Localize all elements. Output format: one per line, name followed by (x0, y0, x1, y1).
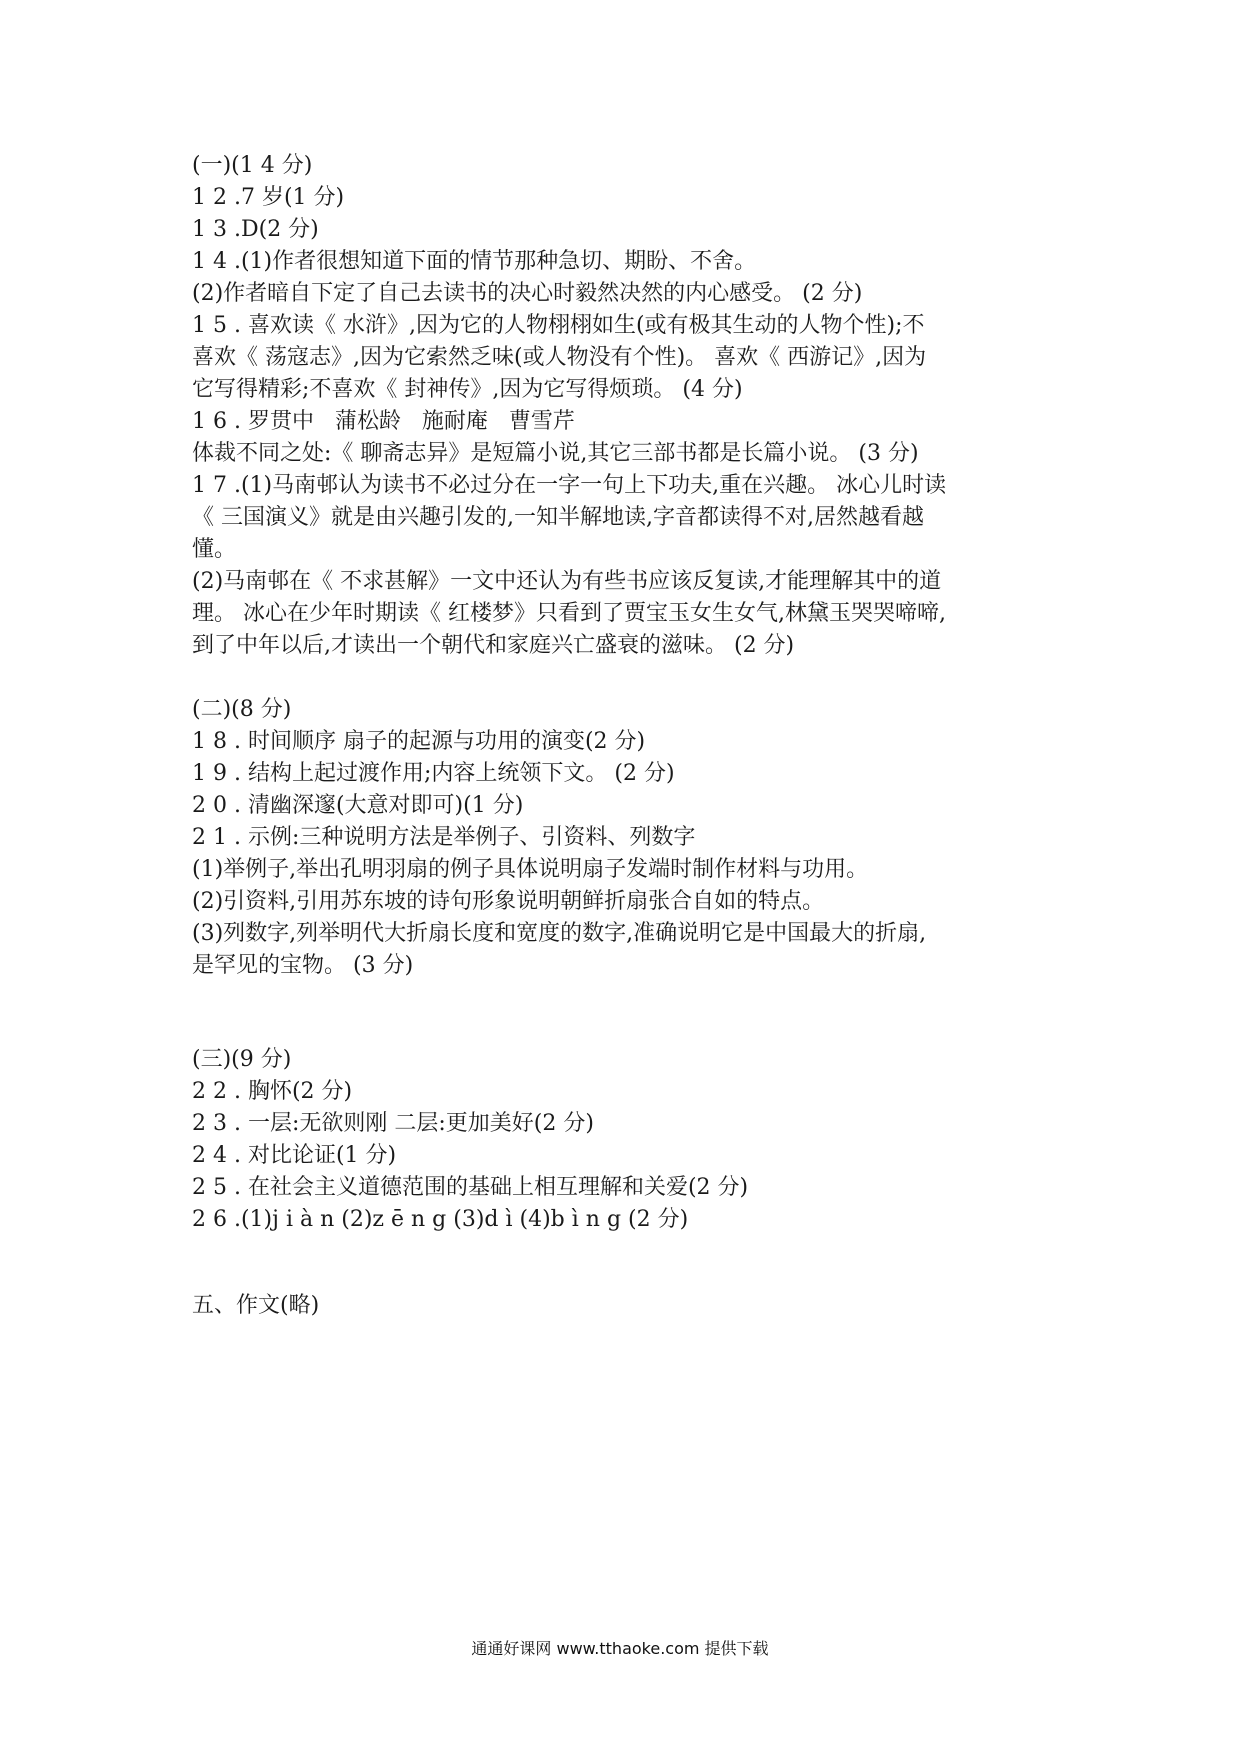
answer-line: 《 三国演义》就是由兴趣引发的,一知半解地读,字音都读得不对,居然越看越 (192, 505, 924, 530)
section-three (192, 1044, 1072, 1236)
answer-line: 到了中年以后,才读出一个朝代和家庭兴亡盛衰的滋味。 (2 分) (192, 633, 795, 658)
answer-line: 喜欢《 荡寇志》,因为它索然乏味(或人物没有个性)。 喜欢《 西游记》,因为 (192, 345, 927, 370)
answer-line: (2)马南邨在《 不求甚解》一文中还认为有些书应该反复读,才能理解其中的道 (192, 569, 942, 594)
answer-line: 它写得精彩;不喜欢《 封神传》,因为它写得烦琐。 (4 分) (192, 377, 743, 402)
answer-line: 1 8 . 时间顺序 扇子的起源与功用的演变(2 分) (192, 729, 646, 754)
answer-key-document (192, 150, 1072, 1322)
answer-line: 1 2 .7 岁(1 分) (192, 185, 345, 210)
answer-line: 2 3 . 一层:无欲则刚 二层:更加美好(2 分) (192, 1111, 594, 1136)
section-two (192, 694, 1072, 982)
answer-line: 1 5 . 喜欢读《 水浒》,因为它的人物栩栩如生(或有极其生动的人物个性);不 (192, 313, 925, 338)
section-three-heading: (三)(9 分) (192, 1047, 292, 1072)
answer-line: 2 2 . 胸怀(2 分) (192, 1079, 353, 1104)
answer-line: 理。 冰心在少年时期读《 红楼梦》只看到了贾宝玉女生女气,林黛玉哭哭啼啼, (192, 601, 946, 626)
answer-line: (2)作者暗自下定了自己去读书的决心时毅然决然的内心感受。 (2 分) (192, 281, 863, 306)
answer-line: 2 5 . 在社会主义道德范围的基础上相互理解和关爱(2 分) (192, 1175, 749, 1200)
answer-line: 体裁不同之处:《 聊斋志异》是短篇小说,其它三部书都是长篇小说。 (3 分) (192, 441, 919, 466)
spacer (192, 982, 1072, 1044)
answer-line: 2 0 . 清幽深邃(大意对即可)(1 分) (192, 793, 524, 818)
section-five (192, 1290, 1072, 1322)
answer-line: 1 4 .(1)作者很想知道下面的情节那种急切、期盼、不舍。 (192, 249, 757, 274)
answer-line: 1 9 . 结构上起过渡作用;内容上统领下文。 (2 分) (192, 761, 675, 786)
section-one-heading: (一)(1 4 分) (192, 153, 313, 178)
answer-line: 懂。 (192, 537, 237, 562)
answer-line: 1 3 .D(2 分) (192, 217, 319, 242)
section-one (192, 150, 1072, 662)
answer-line: (2)引资料,引用苏东坡的诗句形象说明朝鲜折扇张合自如的特点。 (192, 889, 825, 914)
answer-line: (3)列数字,列举明代大折扇长度和宽度的数字,准确说明它是中国最大的折扇, (192, 921, 927, 946)
answer-line: 1 7 .(1)马南邨认为读书不必过分在一字一句上下功夫,重在兴趣。 冰心儿时读 (192, 473, 947, 498)
answer-line: 2 1 . 示例:三种说明方法是举例子、引资料、列数字 (192, 825, 696, 850)
spacer (192, 1236, 1072, 1290)
answer-line: 1 6 . 罗贯中 蒲松龄 施耐庵 曹雪芹 (192, 409, 575, 434)
answer-line: 2 6 .(1)j i à n (2)z ē n g (3)d ì (4)b ì n g (2 分) (192, 1207, 689, 1232)
section-five-heading: 五、作文(略) (192, 1293, 320, 1318)
answer-line: 2 4 . 对比论证(1 分) (192, 1143, 397, 1168)
spacer (192, 662, 1072, 694)
answer-line: 是罕见的宝物。 (3 分) (192, 953, 414, 978)
section-two-heading: (二)(8 分) (192, 697, 292, 722)
footer-source-note: 通通好课网 www.tthaoke.com 提供下载 (471, 1639, 769, 1658)
answer-line: (1)举例子,举出孔明羽扇的例子具体说明扇子发端时制作材料与功用。 (192, 857, 869, 882)
